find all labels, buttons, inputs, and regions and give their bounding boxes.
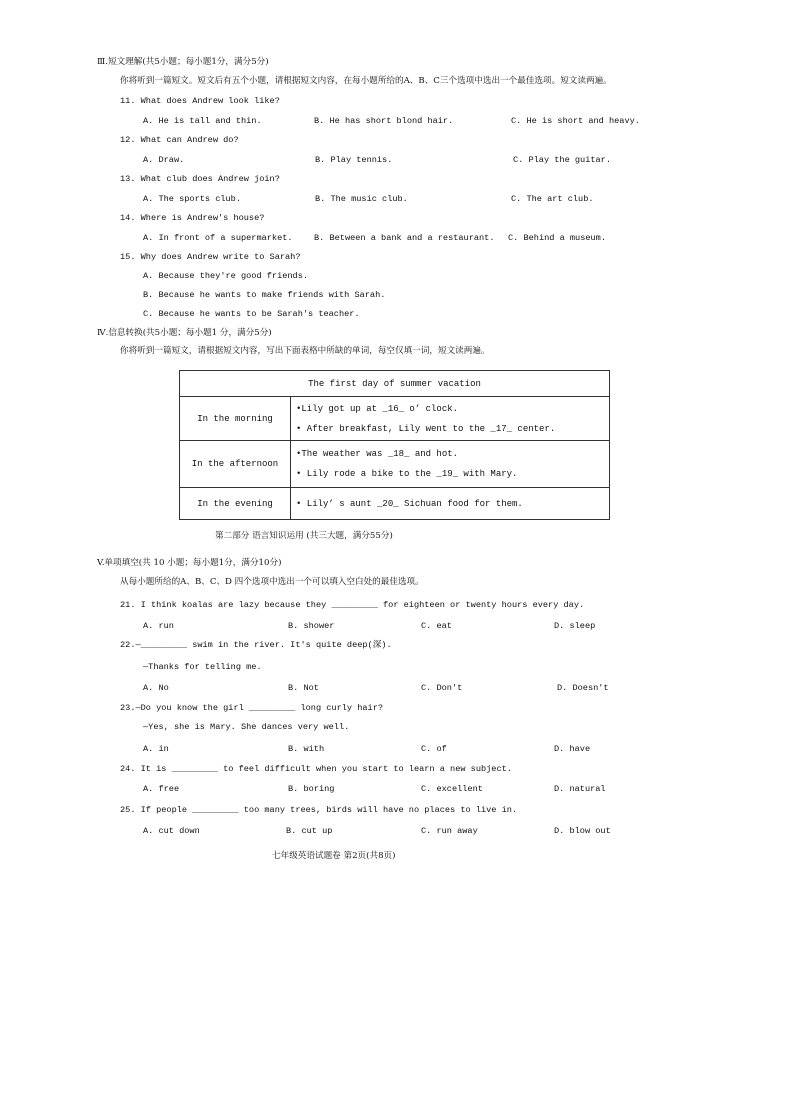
question-14-option-b: B. Between a bank and a restaurant. xyxy=(314,233,495,243)
question-23-option-a: A. in xyxy=(143,744,169,754)
part-2-heading: 第二部分 语言知识运用 (共三大题，满分55分) xyxy=(215,531,393,541)
table-title-row xyxy=(180,371,610,397)
question-13-option-b: B. The music club. xyxy=(315,194,408,204)
table-item: •The weather was _18_ and hot. xyxy=(296,449,459,459)
question-14-option-c: C. Behind a museum. xyxy=(508,233,606,243)
question-21-option-d: D. sleep xyxy=(554,621,596,631)
page-footer: 七年级英语试题卷 第2页(共8页) xyxy=(272,851,396,861)
table-row-content xyxy=(291,488,610,520)
question-13-stem: 13. What club does Andrew join? xyxy=(120,174,280,184)
table-row-label: In the morning xyxy=(180,397,291,441)
question-15-stem: 15. Why does Andrew write to Sarah? xyxy=(120,252,301,262)
question-25-option-b: B. cut up xyxy=(286,826,333,836)
section-5-instruction: 从每小题所给的A、B、C、D 四个选项中选出一个可以填入空白处的最佳选项。 xyxy=(120,577,424,587)
table-row-label: In the evening xyxy=(180,488,291,520)
question-22-option-a: A. No xyxy=(143,683,169,693)
question-22-stem: 22.—_________ swim in the river. It's quite deep(深). xyxy=(120,640,392,650)
question-11-stem: 11. What does Andrew look like? xyxy=(120,96,280,106)
question-23-reply: —Yes, she is Mary. She dances very well. xyxy=(143,722,350,732)
section-4-instruction: 你将听到一篇短文，请根据短文内容，写出下面表格中所缺的单词，每空仅填一词，短文读两遍。 xyxy=(120,346,490,356)
question-11-option-b: B. He has short blond hair. xyxy=(314,116,454,126)
question-12-stem: 12. What can Andrew do? xyxy=(120,135,239,145)
question-23-option-d: D. have xyxy=(554,744,591,754)
question-13-option-c: C. The art club. xyxy=(511,194,594,204)
question-15-option-c: C. Because he wants to be Sarah's teacher. xyxy=(143,309,360,319)
question-12-option-b: B. Play tennis. xyxy=(315,155,393,165)
question-15-option-b: B. Because he wants to make friends with Sarah. xyxy=(143,290,386,300)
question-25-stem: 25. If people _________ too many trees, birds will have no places to live in. xyxy=(120,805,518,815)
question-25-option-c: C. run away xyxy=(421,826,478,836)
question-22-option-c: C. Don't xyxy=(421,683,463,693)
table-item: •Lily got up at _16_ o’ clock. xyxy=(296,403,459,414)
section-5-heading: V.单项填空(共 10 小题；每小题1分，满分10分) xyxy=(97,558,282,568)
question-22-option-b: B. Not xyxy=(288,683,319,693)
question-24-option-a: A. free xyxy=(143,784,180,794)
question-11-option-c: C. He is short and heavy. xyxy=(511,116,640,126)
question-24-option-b: B. boring xyxy=(288,784,335,794)
question-23-stem: 23.—Do you know the girl _________ long curly hair? xyxy=(120,703,384,713)
section-3-heading: Ⅲ.短文理解(共5小题；每小题1分，满分5分) xyxy=(97,57,269,67)
question-14-option-a: A. In front of a supermarket. xyxy=(143,233,293,243)
question-25-option-d: D. blow out xyxy=(554,826,611,836)
question-23-option-c: C. of xyxy=(421,744,447,754)
table-title: The first day of summer vacation xyxy=(180,371,610,397)
table-row-content xyxy=(291,397,610,441)
question-23-option-b: B. with xyxy=(288,744,325,754)
section-4-heading: Ⅳ.信息转换(共5小题；每小题1 分，满分5分) xyxy=(97,328,272,338)
question-24-option-d: D. natural xyxy=(554,784,606,794)
question-22-option-d: D. Doesn't xyxy=(557,683,609,693)
table-row-label: In the afternoon xyxy=(180,441,291,488)
question-24-stem: 24. It is _________ to feel difficult when you start to learn a new subject. xyxy=(120,764,512,774)
table-row xyxy=(180,488,610,520)
question-21-option-b: B. shower xyxy=(288,621,335,631)
section-3-instruction: 你将听到一篇短文。短文后有五个小题，请根据短文内容，在每小题所给的A、B、C三个选项中选出一个最佳选项。短文读两遍。 xyxy=(120,76,612,86)
question-13-option-a: A. The sports club. xyxy=(143,194,241,204)
question-24-option-c: C. excellent xyxy=(421,784,483,794)
table-row xyxy=(180,441,610,488)
table-item: • Lily’ s aunt _20_ Sichuan food for them. xyxy=(296,498,523,509)
question-21-option-c: C. eat xyxy=(421,621,452,631)
question-14-stem: 14. Where is Andrew's house? xyxy=(120,213,265,223)
info-table xyxy=(179,370,610,520)
table-item: • Lily rode a bike to the _19_ with Mary. xyxy=(296,469,518,479)
question-21-option-a: A. run xyxy=(143,621,174,631)
question-21-stem: 21. I think koalas are lazy because they _________ for eighteen or twenty hours every day. xyxy=(120,600,585,610)
question-22-reply: —Thanks for telling me. xyxy=(143,662,262,672)
table-row xyxy=(180,397,610,441)
table-row-content xyxy=(291,441,610,488)
question-15-option-a: A. Because they're good friends. xyxy=(143,271,309,281)
question-25-option-a: A. cut down xyxy=(143,826,200,836)
question-12-option-a: A. Draw. xyxy=(143,155,185,165)
table-item: • After breakfast, Lily went to the _17_ center. xyxy=(296,423,556,434)
question-12-option-c: C. Play the guitar. xyxy=(513,155,611,165)
question-11-option-a: A. He is tall and thin. xyxy=(143,116,262,126)
